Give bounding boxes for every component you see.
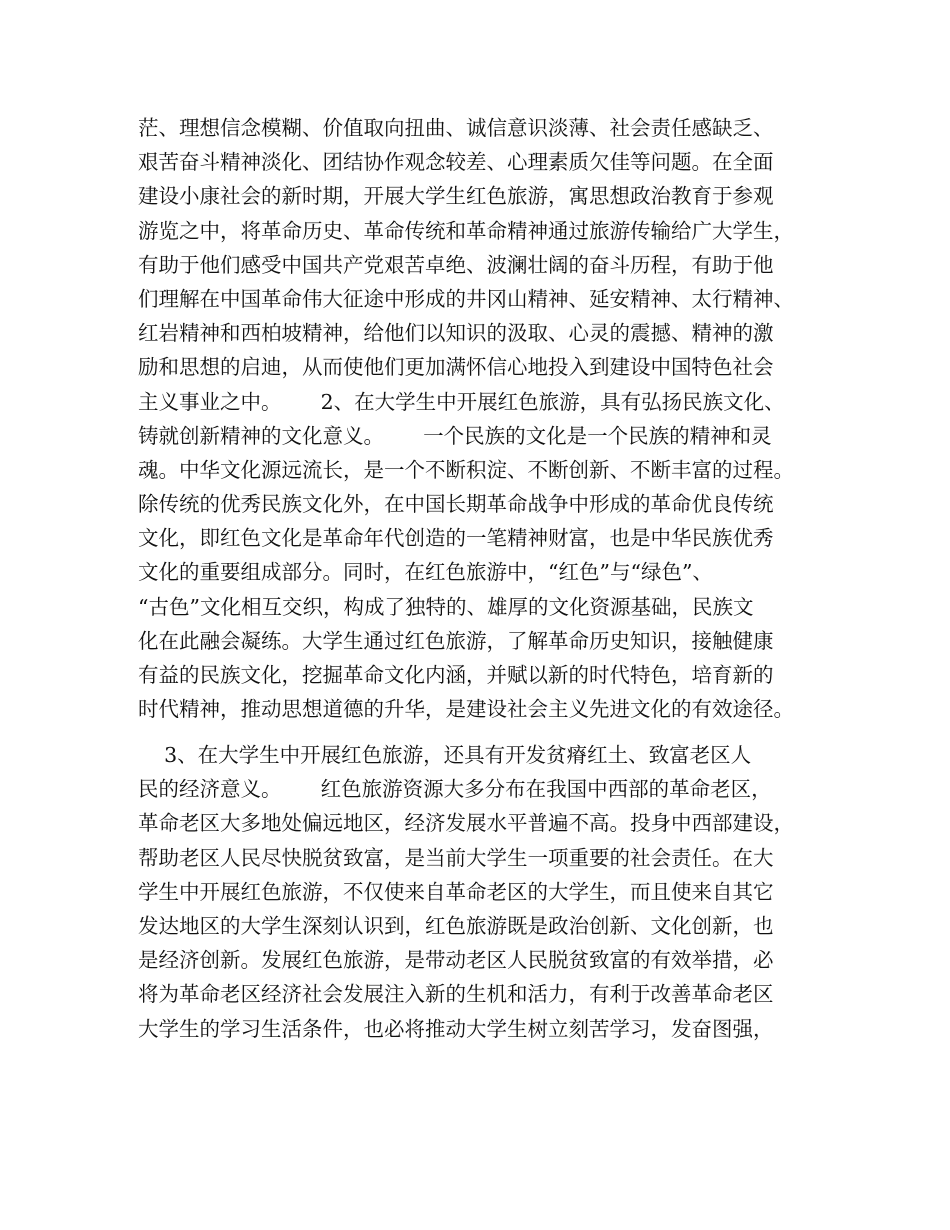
text-line: 艰苦奋斗精神淡化、团结协作观念较差、心理素质欠佳等问题。在全面 [138, 150, 774, 175]
text-line: “古色”文化相互交织，构成了独特的、雄厚的文化资源基础，民族文 [138, 594, 754, 619]
text-line: 游览之中，将革命历史、革命传统和革命精神通过旅游传输给广大学生， [138, 218, 794, 243]
text-line: 们理解在中国革命伟大征途中形成的井冈山精神、延安精神、太行精神、 [138, 286, 794, 311]
text-line: 发达地区的大学生深刻认识到，红色旅游既是政治创新、文化创新，也 [138, 913, 774, 938]
text-line: 化在此融会凝练。大学生通过红色旅游，了解革命历史知识，接触健康 [138, 628, 774, 653]
text-line: 铸就创新精神的文化意义。 一个民族的文化是一个民族的精神和灵 [138, 423, 772, 448]
body-text-block-1 [138, 111, 828, 726]
text-line: 茫、理想信念模糊、价值取向扭曲、诚信意识淡薄、社会责任感缺乏、 [138, 116, 774, 140]
text-line: 是经济创新。发展红色旅游，是带动老区人民脱贫致富的有效举措，必 [138, 948, 774, 973]
text-line: 建设小康社会的新时期，开展大学生红色旅游，寓思想政治教育于参观 [138, 184, 774, 209]
text-line: 主义事业之中。 2、在大学生中开展红色旅游，具有弘扬民族文化、 [138, 389, 785, 414]
text-line: 红岩精神和西柏坡精神，给他们以知识的汲取、心灵的震撼、精神的激 [138, 321, 774, 346]
text-line: 有益的民族文化，挖掘革命文化内涵，并赋以新的时代特色，培育新的 [138, 663, 774, 687]
text-line: 励和思想的启迪，从而使他们更加满怀信心地投入到建设中国特色社会 [138, 355, 774, 380]
text-line: 学生中开展红色旅游，不仅使来自革命老区的大学生，而且使来自其它 [138, 879, 774, 904]
text-line: 民的经济意义。 红色旅游资源大多分布在我国中西部的革命老区， [138, 777, 772, 802]
text-line: 魂。中华文化源远流长，是一个不断积淀、不断创新、不断丰富的过程。 [138, 457, 794, 482]
text-line: 大学生的学习生活条件，也必将推动大学生树立刻苦学习，发奋图强， [138, 1016, 774, 1041]
text-line: 帮助老区人民尽快脱贫致富，是当前大学生一项重要的社会责任。在大 [138, 845, 774, 870]
text-line: 有助于他们感受中国共产党艰苦卓绝、波澜壮阔的奋斗历程，有助于他 [138, 252, 774, 277]
text-line: 3、在大学生中开展红色旅游，还具有开发贫瘠红土、致富老区人 [138, 743, 752, 767]
text-line: 文化的重要组成部分。同时，在红色旅游中，“红色”与“绿色”、 [138, 560, 713, 585]
text-line: 革命老区大多地处偏远地区，经济发展水平普遍不高。投身中西部建设， [138, 811, 794, 836]
text-line: 时代精神，推动思想道德的升华，是建设社会主义先进文化的有效途径。 [138, 697, 794, 722]
text-line: 将为革命老区经济社会发展注入新的生机和活力，有利于改善革命老区 [138, 982, 774, 1007]
text-line: 文化，即红色文化是革命年代创造的一笔精神财富，也是中华民族优秀 [138, 526, 774, 551]
text-line: 除传统的优秀民族文化外，在中国长期革命战争中形成的革命优良传统 [138, 492, 774, 517]
body-text-block-2 [138, 738, 828, 1046]
